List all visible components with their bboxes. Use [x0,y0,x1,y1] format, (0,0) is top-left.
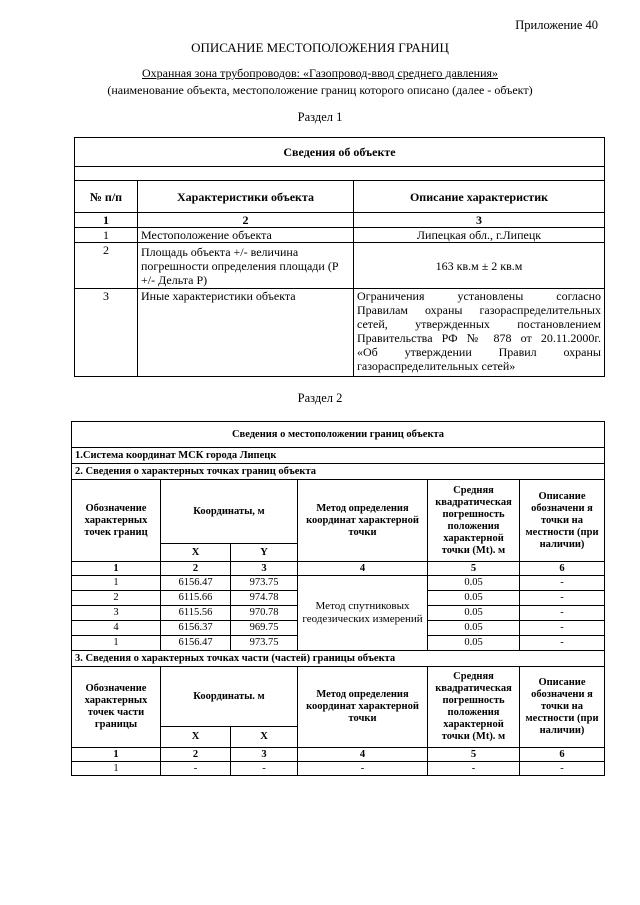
point-number: 2 [72,591,161,606]
description-line: Ограничения установлены согласно [357,289,601,303]
point-number: 1 [72,576,161,591]
part-title: 3. Сведения о характерных точках части (частей) границы объекта [72,651,605,667]
description-cell: 163 кв.м ± 2 кв.м [354,243,605,289]
index-cell: 6 [520,748,605,762]
coordinate-x: 6115.66 [161,591,231,606]
index-cell: 4 [298,748,428,762]
column-header-coordinates: Координаты. м [161,667,298,727]
column-header-coordinates: Координаты, м [161,480,298,544]
point-description: - [520,621,605,636]
coordinate-x: 6156.37 [161,621,231,636]
column-header-characteristic: Характеристики объекта [138,181,354,213]
column-header-y: X [231,727,298,748]
error-cell: 0.05 [428,621,520,636]
description-line: Правилам охраны газораспределительных [357,303,601,317]
error-cell: 0.05 [428,576,520,591]
error-cell: 0.05 [428,636,520,651]
coordinate-y: 969.75 [231,621,298,636]
index-cell: 3 [354,213,605,228]
description-cell: Липецкая обл., г.Липецк [354,228,605,243]
table-title: Сведения об объекте [75,138,605,167]
description-line: газораспределительных сетей» [357,359,516,373]
table-row [72,762,605,776]
index-cell: 2 [161,748,231,762]
column-header-description: Описание обозначени я точки на местности (при наличии) [520,667,605,748]
object-note: (наименование объекта, местоположение границ которого описано (далее - объект) [107,83,533,97]
table-title: Сведения о местоположении границ объекта [72,422,605,448]
index-cell: 5 [428,562,520,576]
description-cell [354,289,605,377]
table-row [72,576,605,591]
column-header-point: Обозначение характерных точек части границы [72,667,161,748]
document-title: ОПИСАНИЕ МЕСТОПОЛОЖЕНИЯ ГРАНИЦ [191,40,449,55]
index-cell: 2 [138,213,354,228]
method-cell: - [298,762,428,776]
coordinate-y: - [231,762,298,776]
coordinate-y: 970.78 [231,606,298,621]
column-header-description: Описание характеристик [354,181,605,213]
index-cell: 3 [231,748,298,762]
index-cell: 3 [231,562,298,576]
coordinate-y: 974.78 [231,591,298,606]
row-number: 3 [75,289,138,377]
empty-row [75,167,605,181]
column-header-x: X [161,544,231,562]
column-header-method: Метод определения координат характерной точки [298,480,428,562]
column-header-description: Описание обозначени я точки на местности (при наличии) [520,480,605,562]
coordinate-x: 6115.56 [161,606,231,621]
point-description: - [520,591,605,606]
column-header-error: Средняя квадратическая погрешность положения характерной точки (Mt). м [428,667,520,748]
error-cell: 0.05 [428,591,520,606]
index-cell: 1 [72,562,161,576]
point-description: - [520,636,605,651]
column-header-error: Средняя квадратическая погрешность положения характерной точки (Mt). м [428,480,520,562]
characteristic-cell: Иные характеристики объекта [138,289,354,377]
index-cell: 1 [75,213,138,228]
coordinate-system: 1.Система координат МСК города Липецк [72,448,605,464]
section-1-label: Раздел 1 [297,110,343,124]
column-header-method: Метод определения координат характерной точки [298,667,428,748]
description-line: Правительства РФ № 878 от 20.11.2000г. [357,331,601,345]
point-description: - [520,576,605,591]
column-header-y: Y [231,544,298,562]
point-description: - [520,762,605,776]
row-number: 1 [75,228,138,243]
characteristic-cell: Местоположение объекта [138,228,354,243]
index-cell: 6 [520,562,605,576]
column-header-point: Обозначение характерных точек границ [72,480,161,562]
point-number: 1 [72,636,161,651]
index-cell: 4 [298,562,428,576]
index-cell: 2 [161,562,231,576]
point-number: 3 [72,606,161,621]
object-info-table [74,137,605,377]
boundary-table [71,421,605,776]
appendix-number: Приложение 40 [515,18,598,32]
description-line: «Об утверждении Правил охраны [357,345,601,359]
object-name: Охранная зона трубопроводов: «Газопровод-ввод среднего давления» [141,66,499,80]
method-cell: Метод спутниковых геодезических измерений [298,576,428,651]
point-number: 4 [72,621,161,636]
column-header-x: X [161,727,231,748]
characteristic-cell: Площадь объекта +/- величина погрешности определения площади (P +/- Дельта P) [138,243,354,289]
coordinate-y: 973.75 [231,636,298,651]
table-row [75,243,605,289]
coordinate-x: 6156.47 [161,636,231,651]
index-cell: 1 [72,748,161,762]
coordinate-y: 973.75 [231,576,298,591]
coordinate-x: - [161,762,231,776]
table-row [75,289,605,377]
column-header-number: № п/п [75,181,138,213]
index-cell: 5 [428,748,520,762]
error-cell: 0.05 [428,606,520,621]
coordinate-x: 6156.47 [161,576,231,591]
description-line: сетей, утвержденных постановлением [357,317,601,331]
row-number: 2 [75,243,138,289]
point-number: 1 [72,762,161,776]
table-row [75,228,605,243]
part-title: 2. Сведения о характерных точках границ объекта [72,464,605,480]
point-description: - [520,606,605,621]
section-2-label: Раздел 2 [297,391,343,405]
error-cell: - [428,762,520,776]
